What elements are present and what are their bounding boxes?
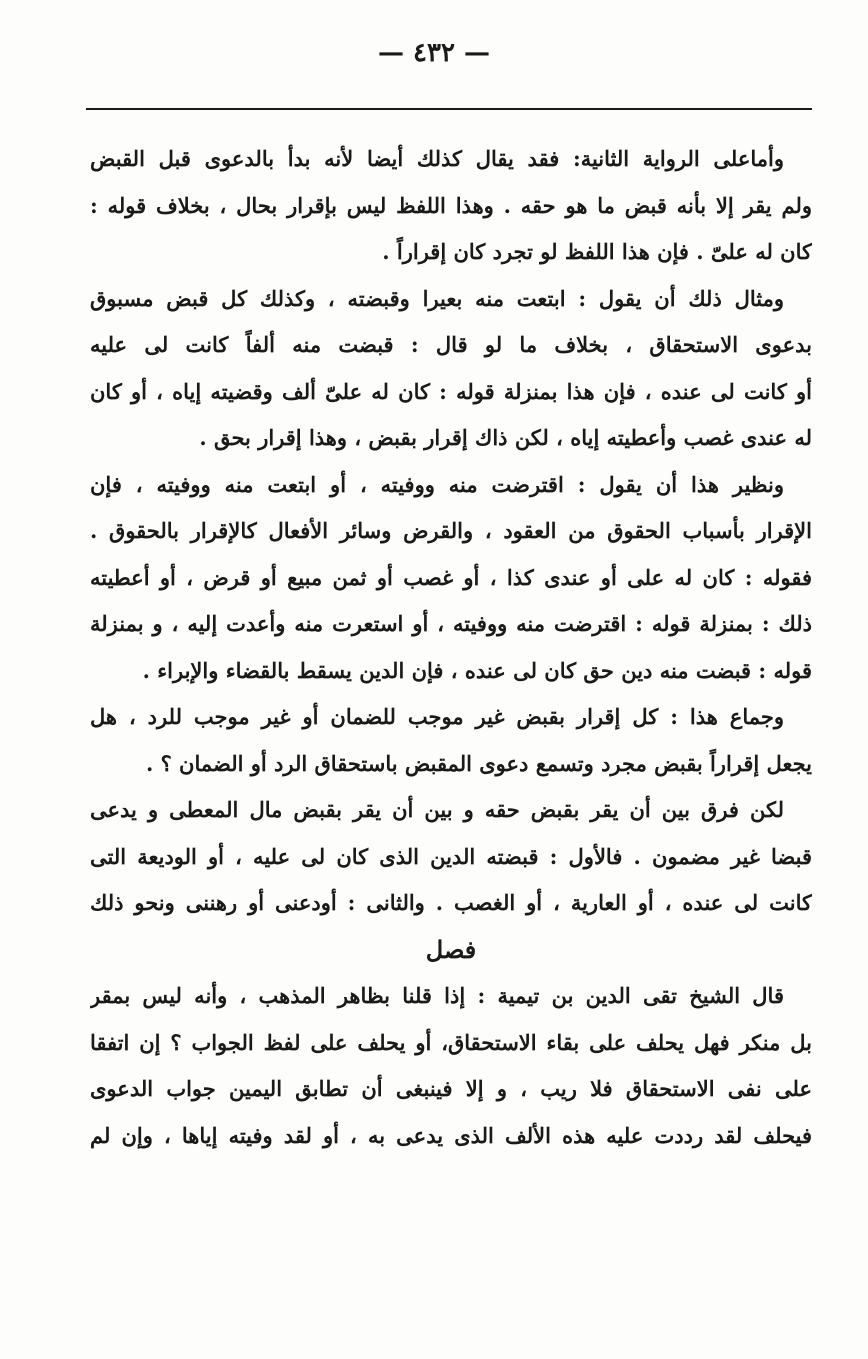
- text-line: الإقرار بأسباب الحقوق من العقود ، والقرض وسائر الأفعال كالإقرار بالحقوق .: [90, 518, 812, 543]
- text-line: كانت لى عنده ، أو العارية ، أو الغصب . والثانى : أودعنى أو رهننى ونحو ذلك: [90, 890, 812, 915]
- text-line: ونظير هذا أن يقول : اقترضت منه ووفيته ، أو ابتعت منه ووفيته ، فإن: [90, 471, 784, 497]
- text-line: وجماع هذا : كل إقرار بقبض غير موجب للضمان أو غير موجب للرد ، هل: [90, 704, 784, 729]
- text-line: قبضا غير مضمون . فالأول : قبضته الدين الذى كان لى عليه ، أو الوديعة التى: [90, 843, 812, 869]
- text-line: بل منكر فهل يحلف على بقاء الاستحقاق، أو يحلف على لفظ الجواب ؟ إن اتفقا: [90, 1029, 812, 1055]
- text-line: لكن فرق بين أن يقر بقبض حقه و بين أن يقر بقبض مال المعطى و يدعى: [90, 797, 784, 822]
- text-line: فقوله : كان له على أو عندى كذا ، أو غصب أو ثمن مبيع أو قرض ، أو أعطيته: [90, 564, 812, 590]
- text-line: قوله : قبضت منه دين حق كان لى عنده ، فإن الدين يسقط بالقضاء والإبراء .: [142, 657, 812, 683]
- text-line: على نفى الاستحقاق فلا ريب ، و إلا فينبغى أن تطابق اليمين جواب الدعوى: [90, 1076, 812, 1101]
- section-heading: فصل: [425, 934, 477, 964]
- text-line: كان له علىّ . فإن هذا اللفظ لو تجرد كان إقراراً .: [382, 239, 812, 264]
- text-line: ذلك : بمنزلة قوله : اقترضت منه ووفيته ، أو استعرت منه وأعدت إليه ، و بمنزلة: [90, 611, 812, 636]
- text-line: قال الشيخ تقى الدين بن تيمية : إذا قلنا بظاهر المذهب ، وأنه ليس بمقر: [90, 983, 784, 1008]
- text-line: ومثال ذلك أن يقول : ابتعت منه بعيرا وقبضته ، وكذلك كل قبض مسبوق: [90, 285, 784, 311]
- text-line: وأماعلى الرواية الثانية: فقد يقال كذلك أيضا لأنه بدأ بالدعوى قبل القبض: [90, 146, 785, 171]
- page-number: — ٤٣٢ —: [377, 38, 491, 68]
- header-rule: [86, 108, 812, 110]
- text-line: ولم يقر إلا بأنه قبض ما هو حقه . وهذا اللفظ ليس بإقرار بحال ، بخلاف قوله :: [90, 192, 812, 218]
- main-text: [90, 136, 812, 1159]
- text-line: يجعل إقراراً بقبض مجرد وتسمع دعوى المقبض باستحقاق الرد أو الضمان ؟ .: [145, 750, 812, 776]
- text-line: فيحلف لقد رددت عليه هذه الألف الذى يدعى به ، أو لقد وفيته إياها ، وإن لم: [90, 1122, 812, 1148]
- text-line: بدعوى الاستحقاق ، بخلاف ما لو قال : قبضت منه ألفاً كانت لى عليه: [90, 332, 812, 357]
- text-line: له عندى غصب وأعطيته إياه ، لكن ذاك إقرار بقبض ، وهذا إقرار بحق .: [199, 425, 812, 450]
- text-line: أو كانت لى عنده ، فإن هذا بمنزلة قوله : كان له علىّ ألف وقضيته إياه ، أو كان: [90, 378, 812, 404]
